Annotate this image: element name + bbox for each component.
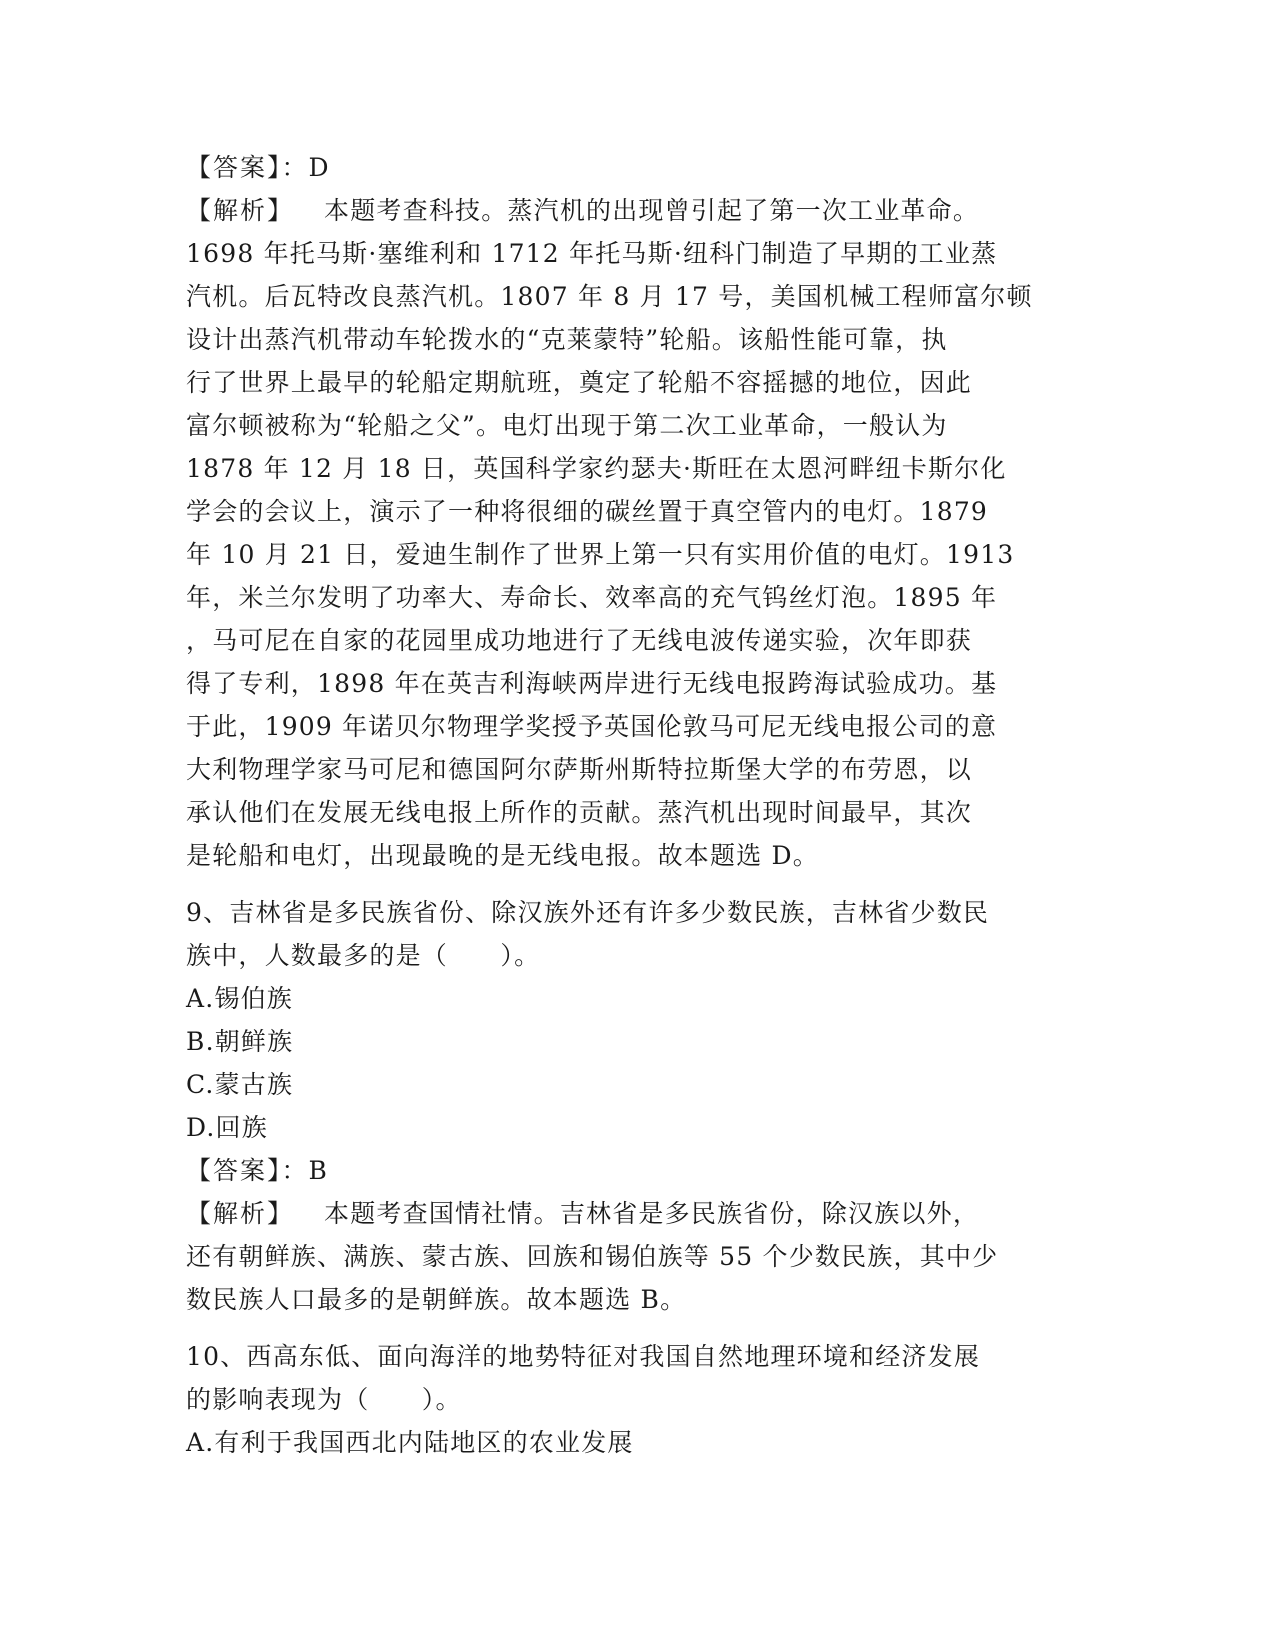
- analysis-text: 汽机。后瓦特改良蒸汽机。1807 年 8 月 17 号，美国机械工程师富尔顿: [186, 282, 1033, 311]
- analysis-text: 得了专利，1898 年在英吉利海峡两岸进行无线电报跨海试验成功。基: [186, 669, 998, 698]
- option-c: C.蒙古族: [186, 1070, 294, 1099]
- analysis-line: [186, 189, 1086, 232]
- option-a: A.锡伯族: [186, 984, 294, 1013]
- document-page: [186, 146, 1086, 1464]
- analysis-text: 年 10 月 21 日，爱迪生制作了世界上第一只有实用价值的电灯。1913: [186, 540, 1015, 569]
- question-text: 9、吉林省是多民族省份、除汉族外还有许多少数民族，吉林省少数民: [186, 898, 990, 927]
- q10-block: [186, 1335, 1086, 1464]
- analysis-label: 【解析】: [186, 196, 295, 225]
- answer-line: 【答案】：D: [186, 153, 331, 182]
- analysis-text: 于此，1909 年诺贝尔物理学奖授予英国伦敦马可尼无线电报公司的意: [186, 712, 998, 741]
- analysis-text: 富尔顿被称为“轮船之父”。电灯出现于第二次工业革命，一般认为: [186, 411, 948, 440]
- analysis-text: 承认他们在发展无线电报上所作的贡献。蒸汽机出现时间最早，其次: [186, 798, 973, 827]
- analysis-text: ，马可尼在自家的花园里成功地进行了无线电波传递实验，次年即获: [186, 626, 973, 655]
- analysis-text: 数民族人口最多的是朝鲜族。故本题选 B。: [186, 1285, 687, 1314]
- analysis-line: [186, 1192, 1086, 1235]
- analysis-text: 还有朝鲜族、满族、蒙古族、回族和锡伯族等 55 个少数民族，其中少: [186, 1242, 999, 1271]
- option-d: D.回族: [186, 1113, 268, 1142]
- question-text: 10、西高东低、面向海洋的地势特征对我国自然地理环境和经济发展: [186, 1342, 981, 1371]
- analysis-text: 设计出蒸汽机带动车轮拨水的“克莱蒙特”轮船。该船性能可靠，执: [186, 325, 948, 354]
- q9-block: [186, 891, 1086, 1321]
- analysis-label: 【解析】: [186, 1199, 295, 1228]
- option-b: B.朝鲜族: [186, 1027, 294, 1056]
- analysis-text: 本题考查国情社情。吉林省是多民族省份，除汉族以外，: [324, 1199, 980, 1228]
- analysis-text: 是轮船和电灯，出现最晚的是无线电报。故本题选 D。: [186, 841, 819, 870]
- question-text: 的影响表现为（ ）。: [186, 1385, 462, 1414]
- q8-block: [186, 146, 1086, 877]
- analysis-text: 学会的会议上，演示了一种将很细的碳丝置于真空管内的电灯。1879: [186, 497, 989, 526]
- analysis-text: 1698 年托马斯·塞维利和 1712 年托马斯·纽科门制造了早期的工业蒸: [186, 239, 998, 268]
- analysis-text: 本题考查科技。蒸汽机的出现曾引起了第一次工业革命。: [324, 196, 980, 225]
- option-a: A.有利于我国西北内陆地区的农业发展: [186, 1428, 634, 1457]
- analysis-text: 大利物理学家马可尼和德国阿尔萨斯州斯特拉斯堡大学的布劳恩，以: [186, 755, 973, 784]
- analysis-text: 行了世界上最早的轮船定期航班，奠定了轮船不容摇撼的地位，因此: [186, 368, 973, 397]
- analysis-text: 1878 年 12 月 18 日，英国科学家约瑟夫·斯旺在太恩河畔纽卡斯尔化: [186, 454, 1007, 483]
- question-text: 族中，人数最多的是（ ）。: [186, 941, 541, 970]
- answer-line: 【答案】：B: [186, 1156, 329, 1185]
- analysis-text: 年，米兰尔发明了功率大、寿命长、效率高的充气钨丝灯泡。1895 年: [186, 583, 998, 612]
